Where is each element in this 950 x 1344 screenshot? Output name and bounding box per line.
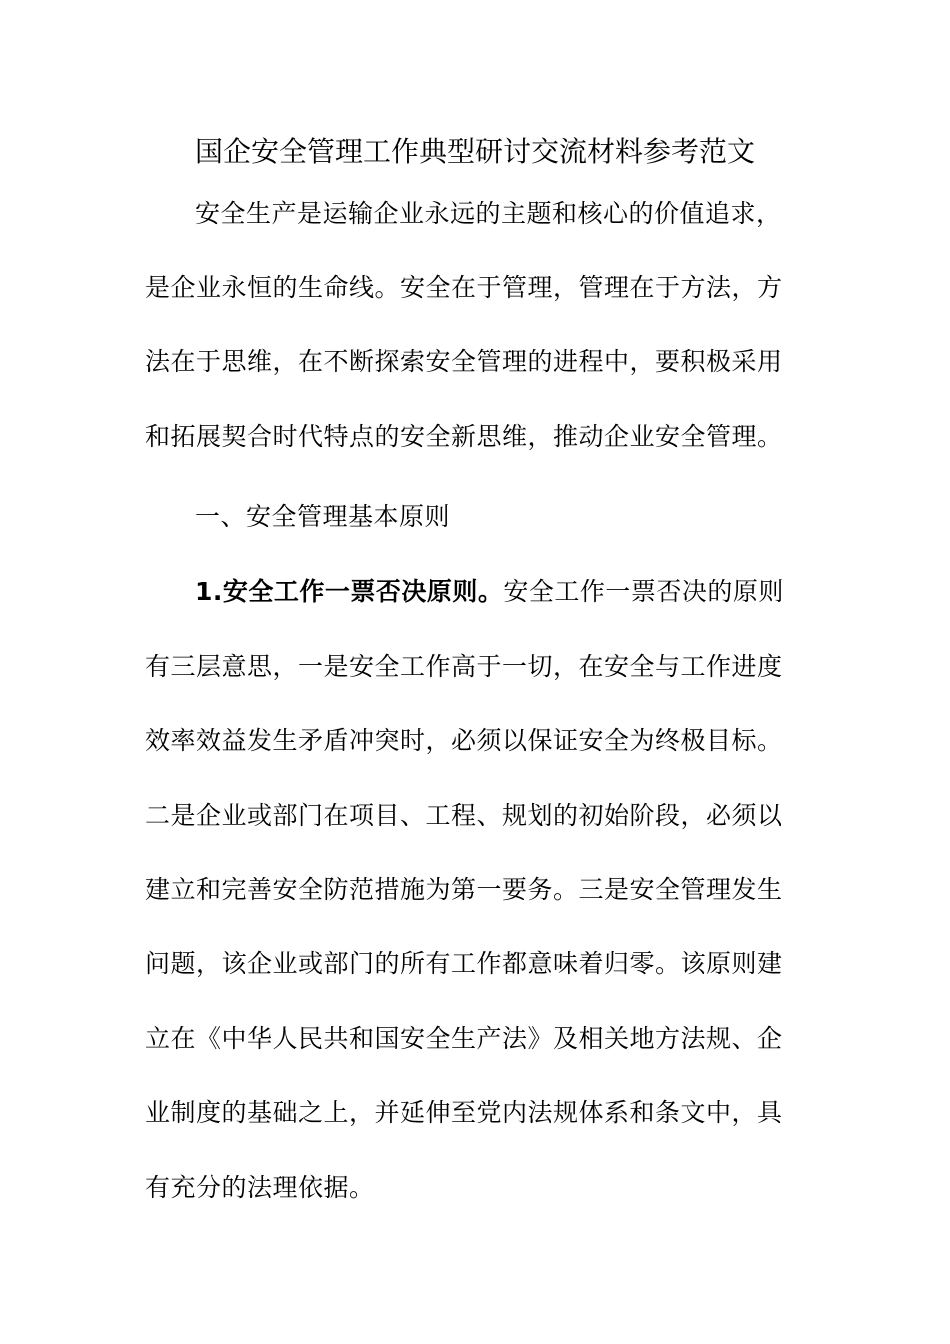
principle-line-7: 立在《中华人民共和国安全生产法》及相关地方法规、企 (145, 1024, 783, 1053)
principle-line-8: 业制度的基础之上，并延伸至党内法规体系和条文中，具 (145, 1098, 783, 1127)
principle-first-line-text: 安全工作一票否决的原则 (503, 577, 784, 606)
intro-line-3: 法在于思维，在不断探索安全管理的进程中，要积极采用 (145, 347, 783, 376)
principle-line-5: 建立和完善安全防范措施为第一要务。三是安全管理发生 (145, 875, 783, 904)
principle-line-3: 效率效益发生矛盾冲突时，必须以保证安全为终极目标。 (145, 726, 783, 755)
intro-line-1: 安全生产是运输企业永远的主题和核心的价值追求， (195, 199, 782, 228)
principle-line-9: 有充分的法理依据。 (145, 1173, 375, 1202)
section-heading: 一、安全管理基本原则 (195, 502, 451, 531)
intro-line-2: 是企业永恒的生命线。安全在于管理，管理在于方法，方 (145, 273, 783, 302)
principle-first-line (195, 574, 784, 610)
intro-line-4: 和拓展契合时代特点的安全新思维，推动企业安全管理。 (145, 422, 783, 451)
principle-line-4: 二是企业或部门在项目、工程、规划的初始阶段，必须以 (145, 801, 783, 830)
principle-line-2: 有三层意思，一是安全工作高于一切，在安全与工作进度 (145, 652, 783, 681)
document-title: 国企安全管理工作典型研讨交流材料参考范文 (194, 135, 755, 168)
principle-bold-lead: 1.安全工作一票否决原则。 (195, 577, 504, 606)
principle-line-6: 问题，该企业或部门的所有工作都意味着归零。该原则建 (145, 949, 783, 978)
